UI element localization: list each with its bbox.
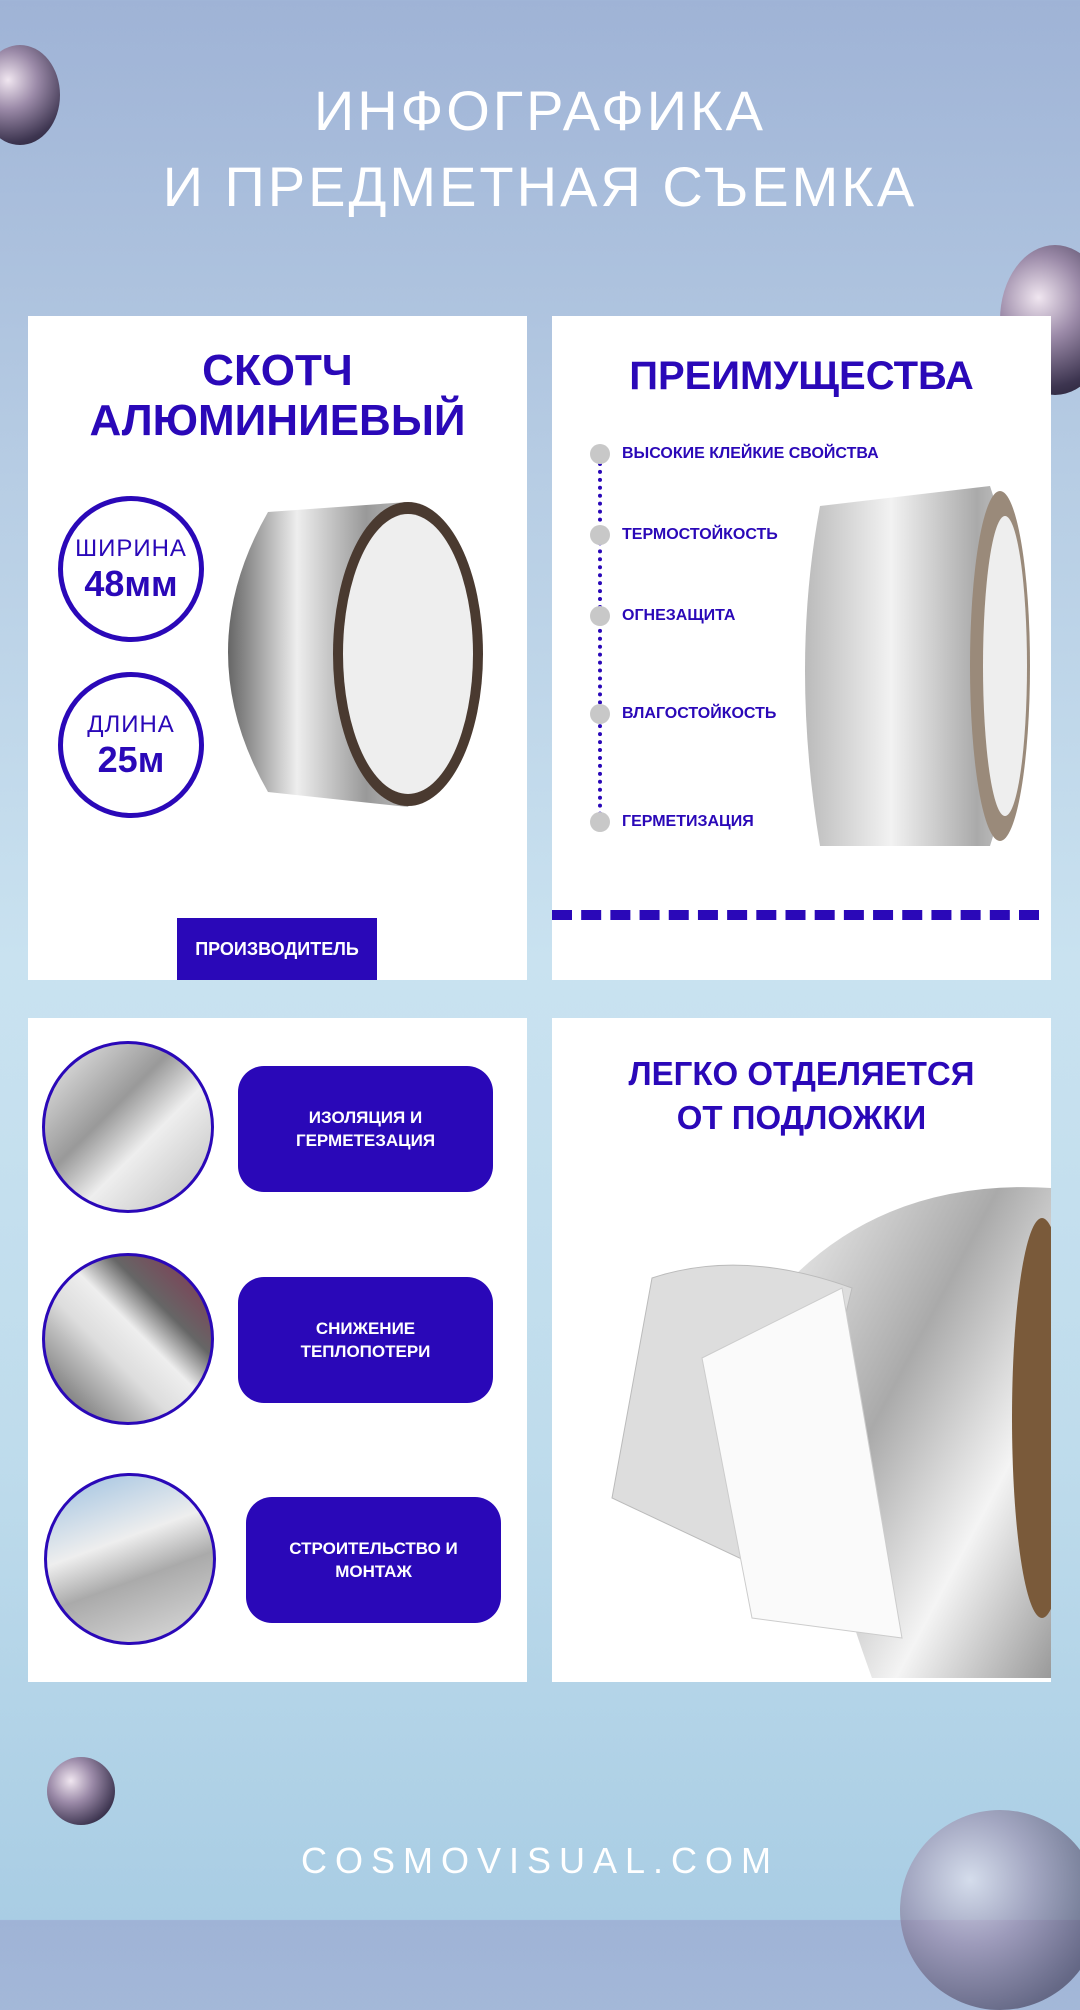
product-card: [28, 316, 527, 980]
application-label: ТЕПЛОПОТЕРИ: [300, 1342, 431, 1361]
tape-roll-image: [208, 492, 508, 822]
bullet-icon: [590, 704, 610, 724]
advantages-card: [552, 316, 1051, 980]
bullet-icon: [590, 812, 610, 832]
application-heat-loss: [238, 1277, 493, 1403]
footer-site[interactable]: COSMOVISUAL.COM: [300, 1840, 780, 1881]
manufacturer-button[interactable]: ПРОИЗВОДИТЕЛЬ: [177, 918, 377, 980]
length-badge: [58, 672, 204, 818]
header-title-line2: И ПРЕДМЕТНАЯ СЪЕМКА: [162, 155, 918, 218]
application-label: МОНТАЖ: [335, 1562, 412, 1581]
header-title-line1: ИНФОГРАФИКА: [313, 79, 767, 142]
application-label: ГЕРМЕТЕЗАЦИЯ: [295, 1131, 436, 1150]
length-value: 25м: [97, 739, 165, 780]
bullet-icon: [590, 525, 610, 545]
peel-title-line2: ОТ ПОДЛОЖКИ: [676, 1099, 927, 1136]
width-badge: [58, 496, 204, 642]
decor-orb: [47, 1757, 115, 1825]
product-title-line2: АЛЮМИНИЕВЫЙ: [89, 396, 466, 445]
bullet-icon: [590, 606, 610, 626]
application-label: СНИЖЕНИЕ: [315, 1319, 416, 1338]
advantage-label: ОГНЕЗАЩИТА: [622, 607, 736, 624]
advantage-label: ВЛАГОСТОЙКОСТЬ: [622, 705, 777, 722]
construction-photo: [44, 1473, 216, 1645]
advantage-label: ВЫСОКИЕ КЛЕЙКИЕ СВОЙСТВА: [622, 445, 879, 462]
advantage-item: [590, 606, 735, 626]
product-title-line1: СКОТЧ: [202, 346, 353, 395]
peel-title: [552, 1052, 1051, 1140]
advantage-item: [590, 704, 776, 724]
pipe-insulation-photo: [42, 1041, 214, 1213]
tape-roll-image: [800, 486, 1040, 851]
advantages-title: ПРЕИМУЩЕСТВА: [629, 354, 974, 398]
length-label: ДЛИНА: [87, 711, 175, 738]
advantage-item: [590, 525, 778, 545]
advantage-item: [590, 444, 879, 464]
application-label: ИЗОЛЯЦИЯ И: [308, 1108, 423, 1127]
advantage-label: ГЕРМЕТИЗАЦИЯ: [622, 813, 754, 830]
tape-peel-image: [592, 1158, 1051, 1678]
advantage-item: [590, 812, 754, 832]
application-insulation: [238, 1066, 493, 1192]
bullet-icon: [590, 444, 610, 464]
application-construction: [246, 1497, 501, 1623]
product-title: [28, 346, 527, 446]
application-label: СТРОИТЕЛЬСТВО И: [289, 1539, 458, 1558]
peel-card: [552, 1018, 1051, 1682]
dashed-divider: [552, 910, 1039, 920]
width-label: ШИРИНА: [75, 535, 187, 562]
peel-title-line1: ЛЕГКО ОТДЕЛЯЕТСЯ: [628, 1055, 975, 1092]
advantage-label: ТЕРМОСТОЙКОСТЬ: [622, 526, 778, 543]
timeline-line: [598, 454, 602, 824]
width-value: 48мм: [84, 563, 178, 604]
heat-loss-photo: [42, 1253, 214, 1425]
applications-card: [28, 1018, 527, 1682]
